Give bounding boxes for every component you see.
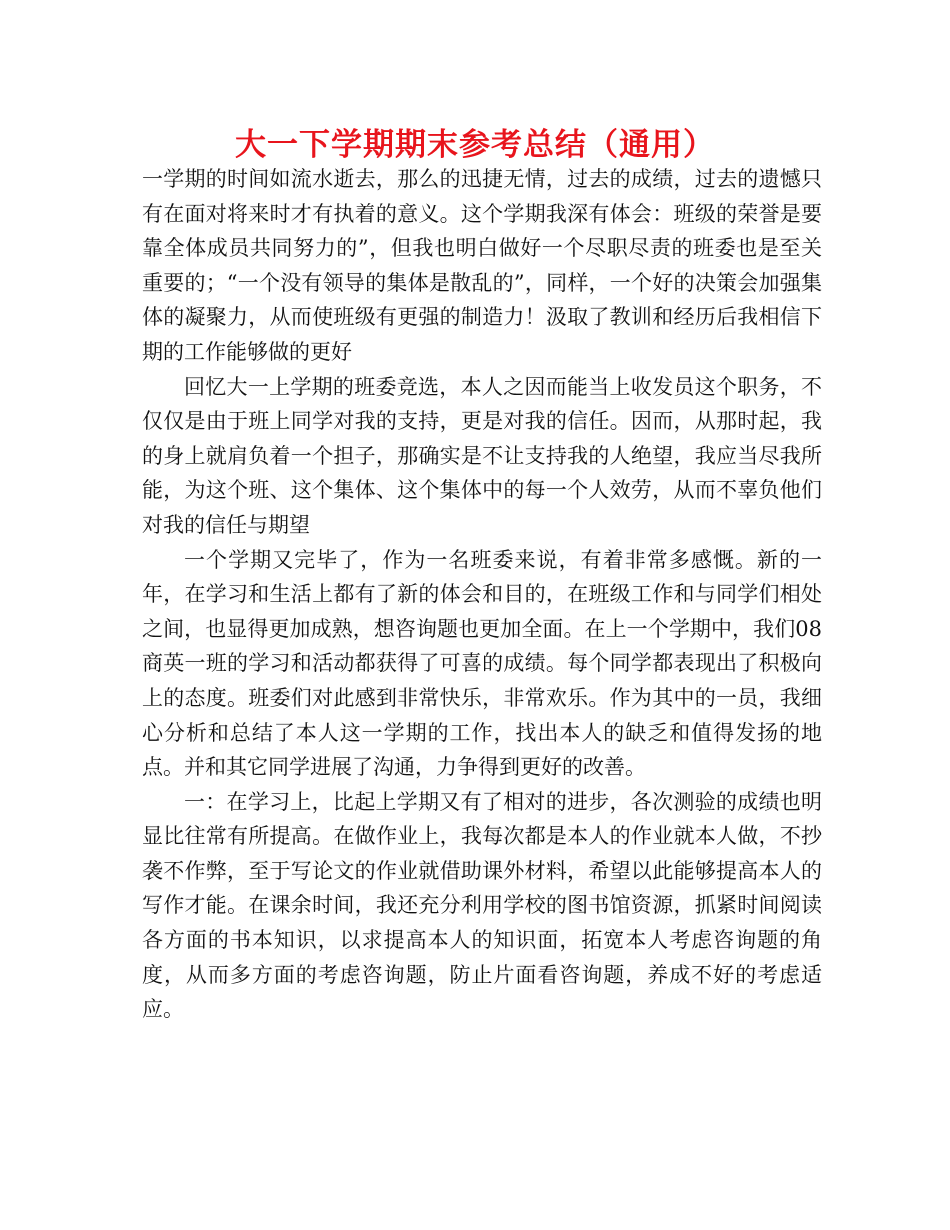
- paragraph-2: 回忆大一上学期的班委竞选，本人之因而能当上收发员这个职务，不仅仅是由于班上同学对我的支持，更是对我的信任。因而，从那时起，我的身上就肩负着一个担子，那确实是不让支持我的人绝望，我应当尽我所能，为这个班、这个集体、这个集体中的每一个人效劳，从而不辜负他们对我的信任与期望: [142, 374, 822, 537]
- paragraph-4: 一：在学习上，比起上学期又有了相对的进步，各次测验的成绩也明显比往常有所提高。在做作业上，我每次都是本人的作业就本人做，不抄袭不作弊，至于写论文的作业就借助课外材料，希望以此能够提高本人的写作才能。在课余时间，我还充分利用学校的图书馆资源，抓紧时间阅读各方面的书本知识，以求提高本人的知识面，拓宽本人考虑咨询题的角度，从而多方面的考虑咨询题，防止片面看咨询题，养成不好的考虑适应。: [142, 789, 822, 1022]
- document-body: [142, 162, 822, 1027]
- document-title: 大一下学期期末参考总结（通用）: [235, 127, 715, 163]
- paragraph-1: 一学期的时间如流水逝去，那么的迅捷无情，过去的成绩，过去的遗憾只有在面对将来时才有执着的意义。这个学期我深有体会：班级的荣誉是要靠全体成员共同努力的”，但我也明白做好一个尽职尽责的班委也是至关重要的；“一个没有领导的集体是散乱的”，同样，一个好的决策会加强集体的凝聚力，从而使班级有更强的制造力！汲取了教训和经历后我相信下期的工作能够做的更好: [142, 167, 822, 364]
- paragraph-3: 一个学期又完毕了，作为一名班委来说，有着非常多感慨。新的一年，在学习和生活上都有了新的体会和目的，在班级工作和与同学们相处之间，也显得更加成熟，想咨询题也更加全面。在上一个学期中，我们08商英一班的学习和活动都获得了可喜的成绩。每个同学都表现出了积极向上的态度。班委们对此感到非常快乐，非常欢乐。作为其中的一员，我细心分析和总结了本人这一学期的工作，找出本人的缺乏和值得发扬的地点。并和其它同学进展了沟通，力争得到更好的改善。: [142, 547, 822, 780]
